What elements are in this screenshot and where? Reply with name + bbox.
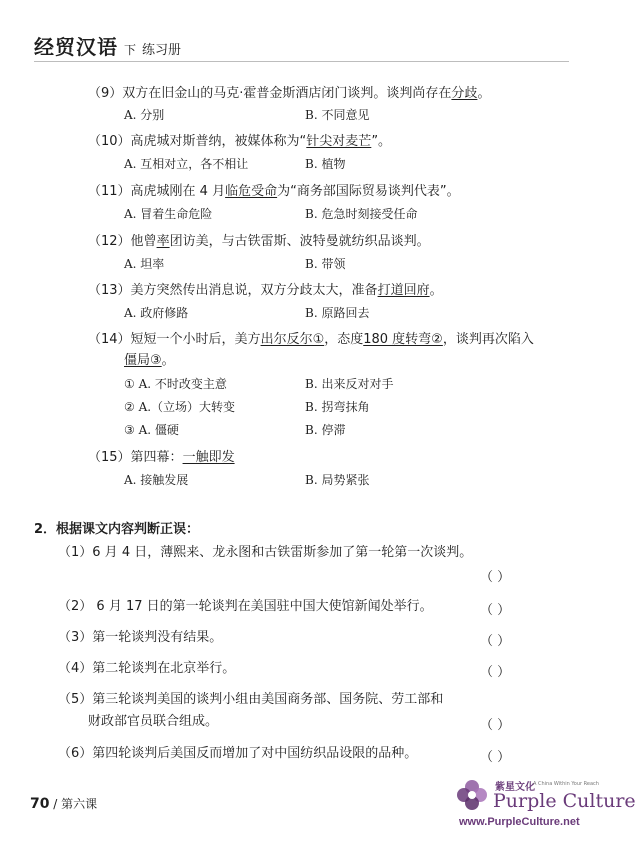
logo-chinese-text: 紫星文化	[495, 782, 535, 793]
page-header	[34, 31, 181, 60]
q15-option-a: A. 接触发展	[124, 473, 189, 487]
question-9: （9）双方在旧金山的马克·霍普金斯酒店闭门谈判。谈判尚存在分歧。	[88, 86, 491, 101]
lesson-label: / 第六课	[49, 797, 98, 811]
statement-1: （1）6 月 4 日，薄熙来、龙永图和古铁雷斯参加了第一轮第一次谈判。	[58, 545, 473, 560]
answer-bracket-5[interactable]: （ ）	[480, 718, 511, 733]
answer-bracket-3[interactable]: （ ）	[480, 634, 511, 649]
purple-culture-logo	[455, 776, 636, 836]
q14-2-option-a: ② A.（立场）大转变	[124, 400, 236, 414]
statement-2: （2） 6 月 17 日的第一轮谈判在美国驻中国大使馆新闻处举行。	[58, 599, 433, 614]
page-footer	[30, 795, 97, 812]
logo-brand: Purple Culture	[493, 790, 636, 812]
question-14-line1: （14）短短一个小时后，美方出尔反尔①，态度180 度转弯②，谈判再次陷入	[88, 332, 534, 347]
answer-bracket-2[interactable]: （ ）	[480, 603, 511, 618]
q11-option-a: A. 冒着生命危险	[124, 207, 213, 221]
q12-option-b: B. 带领	[305, 257, 346, 271]
answer-bracket-6[interactable]: （ ）	[480, 750, 511, 765]
q13-option-b: B. 原路回去	[305, 306, 370, 320]
question-15: （15）第四幕：一触即发	[88, 450, 235, 465]
q15-option-b: B. 局势紧张	[305, 473, 370, 487]
volume-label: 下	[124, 43, 137, 57]
q11-option-b: B. 危急时刻接受任命	[305, 207, 418, 221]
workbook-label: 练习册	[142, 43, 182, 58]
q9-option-a: A. 分别	[124, 108, 165, 122]
question-14-line2: 僵局③。	[124, 353, 175, 368]
section-2-title: 2．根据课文内容判断正误：	[34, 522, 200, 537]
question-10: （10）高虎城对斯普纳，被媒体称为“针尖对麦芒”。	[88, 134, 392, 149]
q14-2-option-b: B. 拐弯抹角	[305, 400, 370, 414]
q12-option-a: A. 坦率	[124, 257, 165, 271]
question-11: （11）高虎城刚在 4 月临危受命为“商务部国际贸易谈判代表”。	[88, 184, 460, 199]
q13-option-a: A. 政府修路	[124, 306, 189, 320]
logo-tagline: A China Within Your Reach	[533, 781, 599, 787]
answer-bracket-4[interactable]: （ ）	[480, 665, 511, 680]
book-title: 经贸汉语	[34, 35, 118, 59]
statement-5: （5）第三轮谈判美国的谈判小组由美国商务部、国务院、劳工部和	[58, 692, 444, 707]
logo-url: www.PurpleCulture.net	[459, 816, 580, 828]
q14-1-option-b: B. 出来反对对手	[305, 377, 394, 391]
answer-bracket-1[interactable]: （ ）	[480, 570, 511, 585]
statement-5-line2: 财政部官员联合组成。	[88, 714, 219, 729]
question-13: （13）美方突然传出消息说，双方分歧太大，准备打道回府。	[88, 283, 443, 298]
statement-4: （4）第二轮谈判在北京举行。	[58, 661, 236, 676]
q14-3-option-a: ③ A. 僵硬	[124, 423, 179, 437]
q10-option-a: A. 互相对立，各不相让	[124, 157, 249, 171]
q14-3-option-b: B. 停滞	[305, 423, 346, 437]
flower-icon	[455, 778, 489, 812]
q9-option-b: B. 不同意见	[305, 108, 370, 122]
statement-3: （3）第一轮谈判没有结果。	[58, 630, 223, 645]
header-divider	[34, 61, 569, 62]
statement-6: （6）第四轮谈判后美国反而增加了对中国纺织品设限的品种。	[58, 746, 418, 761]
q10-option-b: B. 植物	[305, 157, 346, 171]
q14-1-option-a: ① A. 不时改变主意	[124, 377, 227, 391]
question-12: （12）他曾率团访美，与古铁雷斯、波特曼就纺织品谈判。	[88, 234, 430, 249]
page-number: 70	[30, 796, 50, 812]
